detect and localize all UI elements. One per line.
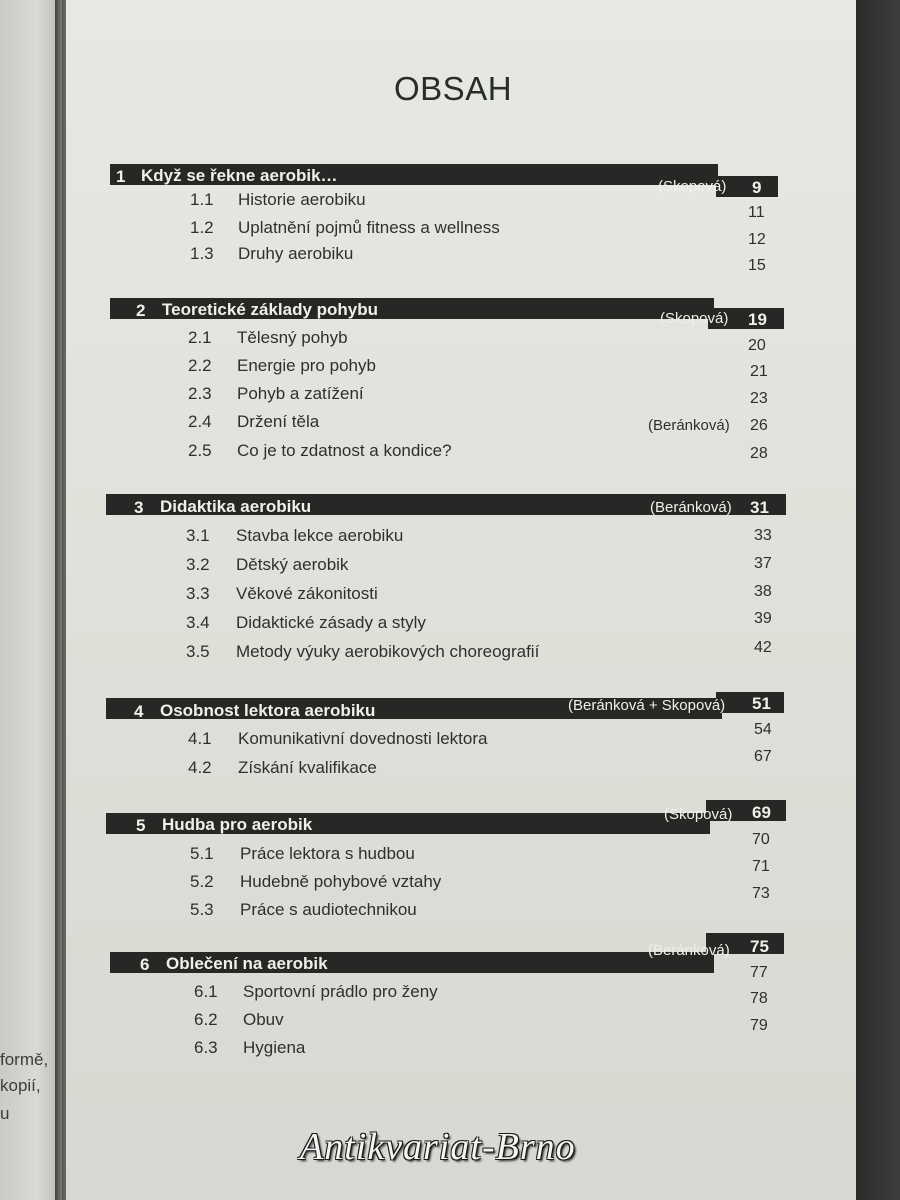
section-page-number: 69 [752, 803, 771, 822]
item-page-number: 67 [754, 748, 772, 765]
book-edge [856, 0, 900, 1200]
section-number: 1 [116, 167, 126, 186]
item-page-number: 37 [754, 555, 772, 572]
section-title: Když se řekne aerobik… [141, 166, 338, 185]
item-page-number: 33 [754, 527, 772, 544]
item-author: (Beránková) [648, 417, 730, 434]
section-page-tab [716, 692, 784, 713]
section-page-number: 9 [752, 178, 762, 197]
item-page-number: 21 [750, 363, 768, 380]
item-page-number: 39 [754, 610, 772, 627]
facing-page-text: formě, [0, 1050, 49, 1069]
section-author: (Skopová) [660, 310, 729, 327]
item-page-number: 15 [748, 257, 766, 274]
facing-page-text: kopií, [0, 1076, 41, 1095]
section-title: Osobnost lektora aerobiku [160, 701, 376, 720]
item-page-number: 28 [750, 445, 768, 462]
section-title: Teoretické základy pohybu [162, 300, 379, 319]
item-page-number: 20 [748, 337, 766, 354]
item-page-number: 12 [748, 231, 766, 248]
item-page-number: 11 [748, 204, 765, 221]
item-page-number: 42 [754, 639, 772, 656]
section-author: (Beránková + Skopová) [568, 697, 726, 714]
section-title: Oblečení na aerobik [166, 954, 328, 973]
facing-page [0, 0, 62, 1200]
item-page-number: 73 [752, 885, 770, 902]
section-number: 6 [140, 955, 150, 974]
item-page-number: 70 [752, 831, 770, 848]
section-page-number: 75 [750, 937, 769, 956]
section-number: 5 [136, 816, 146, 835]
item-page-number: 71 [752, 858, 770, 875]
item-page-number: 38 [754, 583, 772, 600]
section-author: (Beránková) [648, 942, 730, 959]
toc-page: OBSAH 1 Když se řekne aerobik… (Skopová) 9 1.1 Historie aerobiku 11 1.2 Uplatnění pojmů fitness a wellness 12 1.3 Druhy aerobiku 15 2 Teoretické základy pohybu (Skopová) 19 2.1 Tělesný pohyb 20 2.2 Energie pro pohyb 21 2.3 Pohyb a zatížení 23 2.4 Držení těla (Beránková) 26 2.5 Co je to zdatnost a kondice? 28 3 Didaktika aerobiku (Beránková) 31 3.1 Stavba lekce aerobiku 33 3.2 Dětský aerobik 37 3.3 Věkové zákonitosti 38 3.4 Didaktické zásady a styly 39 3.5 Metody výuky aerobikových choreografií 42 4 Osobnost lektora aerobiku (Beránková + Skopová) 51 4.1 Komunikativní dovednosti lektora 54 4.2 Získání kvalifikace 67 5 Hudba pro aerobik (Skopová) 69 5.1 Práce lektora s hudbou 70 5.2 Hudebně pohybové vztahy 71 5.3 Práce s audiotechnikou 73 6 Oblečení na aerobik (Beránková) 75 6.1 Sportovní prádlo pro ženy 77 6.2 Obuv 78 6.3 Hygiena 79 [66, 0, 856, 1200]
section-page-number: 19 [748, 310, 767, 329]
facing-page-text: u [0, 1104, 10, 1123]
page-title: OBSAH [394, 70, 513, 107]
section-author: (Skopová) [664, 806, 733, 823]
item-page-number: 23 [750, 390, 768, 407]
section-number: 3 [134, 498, 144, 517]
section-number: 2 [136, 301, 146, 320]
section-page-number: 51 [752, 694, 771, 713]
section-title: Didaktika aerobiku [160, 497, 312, 516]
item-page-number: 26 [750, 417, 768, 434]
item-page-number: 54 [754, 721, 772, 738]
section-number: 4 [134, 702, 144, 721]
section-page-number: 31 [750, 498, 769, 517]
item-page-number: 79 [750, 1017, 768, 1034]
item-page-number: 78 [750, 990, 768, 1007]
item-page-number: 77 [750, 964, 768, 981]
section-title: Hudba pro aerobik [162, 815, 313, 834]
section-author: (Beránková) [650, 499, 732, 516]
section-author: (Skopová) [658, 178, 727, 195]
watermark-text: Antikvariat-Brno [300, 1126, 576, 1168]
